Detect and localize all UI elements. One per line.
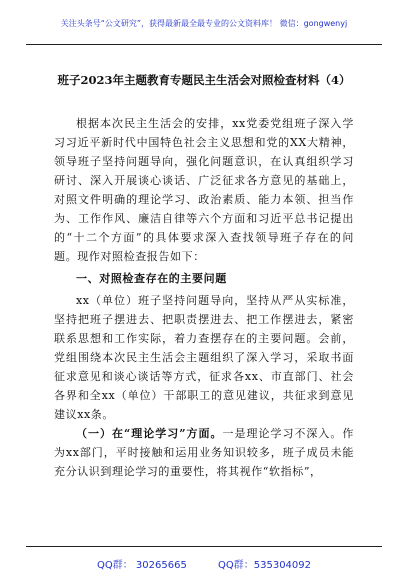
footer-qq-group-1: QQ群： 30265665 <box>96 560 187 571</box>
body-paragraph: xx（单位）班子坚持问题导向，坚持从严从实标准，坚持把班子摆进去、把职责摆进去、把工作摆进去，紧密联系思想和工作实际，着力查摆存在的主要问题。会前，党组围绕本次民主生活会主题组织了深入学习，采取书面征求意见和谈心谈话等方式，征求各xx、市直部门、社会各界和全xx（单位）干部职工的意见建议，共征求到意见建议xx条。 <box>54 294 354 421</box>
section-heading: 一、对照检查存在的主要问题 <box>76 272 227 285</box>
header-banner: 关注头条号“公文研究”，获得最新最全最专业的公文资料库！ 微信：gongwenyj <box>60 19 348 28</box>
document-title: 班子2023年主题教育专题民主生活会对照检查材料（4） <box>57 73 351 87</box>
footer <box>0 556 408 571</box>
subsection-lead: （一）在“理论学习”方面。 <box>76 427 223 440</box>
document-body <box>54 114 354 481</box>
header-divider <box>26 44 382 45</box>
footer-qq-group-2: QQ群：535304092 <box>218 560 312 571</box>
intro-paragraph: 根据本次民主生活会的安排，xx党委党组班子深入学习习近平新时代中国特色社会主义思想和党的XX大精神，领导班子坚持问题导向，强化问题意识，在认真组织学习研讨、深入开展谈心谈话、广泛征求各方意见的基础上，对照文件明确的理论学习、政治素质、能力本领、担当作为、工作作风、廉洁自律等六个方面和习近平总书记提出的“十二个方面”的具体要求深入查找领导班子存在的问题。现作对照检查报告如下： <box>54 117 354 263</box>
subsection-text: 一是理论学习不深入。作为xx部门，平时接触和运用业务知识较多，班子成员未能充分认识到理论学习的重要性，将其视作“软指标”， <box>54 427 354 478</box>
footer-divider <box>26 546 382 547</box>
subsection-paragraph <box>54 424 354 481</box>
